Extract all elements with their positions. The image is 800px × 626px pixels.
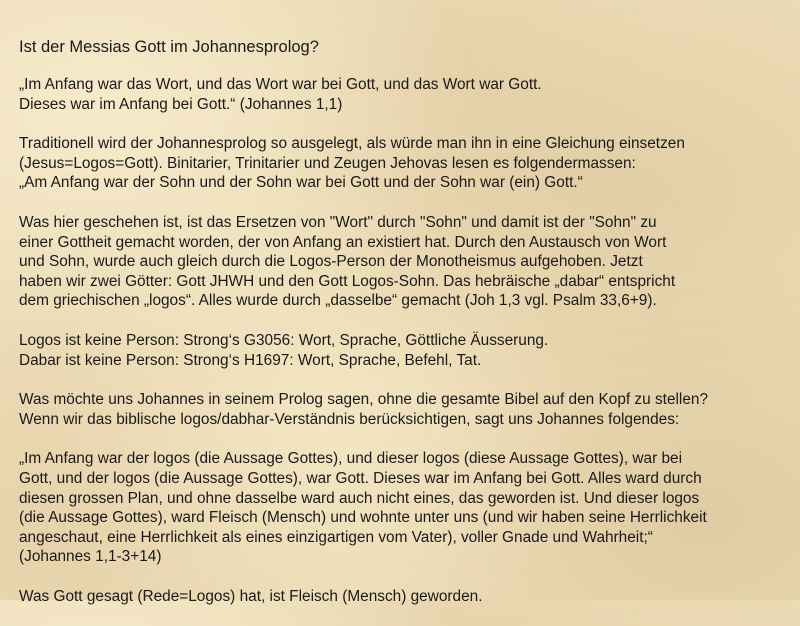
text-line: „Am Anfang war der Sohn und der Sohn war bei Gott und der Sohn war (ein) Gott.“ [19,174,583,192]
text-line: „Im Anfang war das Wort, und das Wort war bei Gott, und das Wort war Gott. [19,76,542,93]
text-line: Wenn wir das biblische logos/dabhar-Verständnis berücksichtigen, sagt uns Johannes folgendes: [19,410,680,428]
text-line: Dabar ist keine Person: Strong‘s H1697: Wort, Sprache, Befehl, Tat. [19,351,482,369]
text-line: Was möchte uns Johannes in seinem Prolog sagen, ohne die gesamte Bibel auf den Kopf zu stellen? [19,391,709,409]
document-body [19,37,789,626]
question-paragraph [19,390,789,429]
substitution-paragraph [19,213,789,311]
text-line: einer Gottheit gemacht worden, der von Anfang an existiert hat. Durch den Austausch von Wort [19,233,667,251]
text-line: dem griechischen „logos“. Alles wurde durch „dasselbe“ gemacht (Joh 1,3 vgl. Psalm 33,6+9). [19,292,657,310]
text-line: Gott, und der logos (die Aussage Gottes), war Gott. Dieses war im Anfang bei Gott. Alles ward durch [19,469,702,487]
document-title: Ist der Messias Gott im Johannesprolog? [19,38,319,56]
text-line: (die Aussage Gottes), ward Fleisch (Mensch) und wohnte unter uns (und wir haben seine Herrlichkeit [19,509,707,527]
text-line: und Sohn, wurde auch gleich durch die Logos-Person der Monotheismus aufgehoben. Jetzt [19,253,643,271]
quote-john-1-1 [19,75,789,114]
text-line: (Jesus=Logos=Gott). Binitarier, Trinitarier und Zeugen Jehovas lesen es folgendermassen: [19,154,636,172]
traditional-interpretation-paragraph [19,134,789,193]
text-line: Was Gott gesagt (Rede=Logos) hat, ist Fleisch (Mensch) geworden. [19,587,483,605]
text-line: Dieses war im Anfang bei Gott.“ (Johannes 1,1) [19,95,343,113]
text-line: Was hier geschehen ist, ist das Ersetzen von "Wort" durch "Sohn" und damit ist der "Sohn" zu [19,213,657,231]
text-line: angeschaut, eine Herrlichkeit als eines einzigartigen vom Vater), voller Gnade und Wahrheit;“ [19,528,653,546]
text-line: diesen grossen Plan, und ohne dasselbe ward auch nicht eines, das geworden ist. Und dieser logos [19,489,700,507]
strongs-definitions-paragraph [19,331,789,370]
text-line: Logos ist keine Person: Strong‘s G3056: Wort, Sprache, Göttliche Äusserung. [19,331,549,349]
text-line: Traditionell wird der Johannesprolog so ausgelegt, als würde man ihn in eine Gleichung einsetzen [19,135,685,153]
text-line: „Im Anfang war der logos (die Aussage Gottes), und dieser logos (diese Aussage Gottes), war bei [19,450,683,468]
paraphrase-quote-paragraph [19,449,789,567]
text-line: (Johannes 1,1-3+14) [19,548,162,566]
conclusion-paragraph [19,587,789,607]
text-line: haben wir zwei Götter: Gott JHWH und den Gott Logos-Sohn. Das hebräische „dabar“ entspricht [19,272,676,290]
